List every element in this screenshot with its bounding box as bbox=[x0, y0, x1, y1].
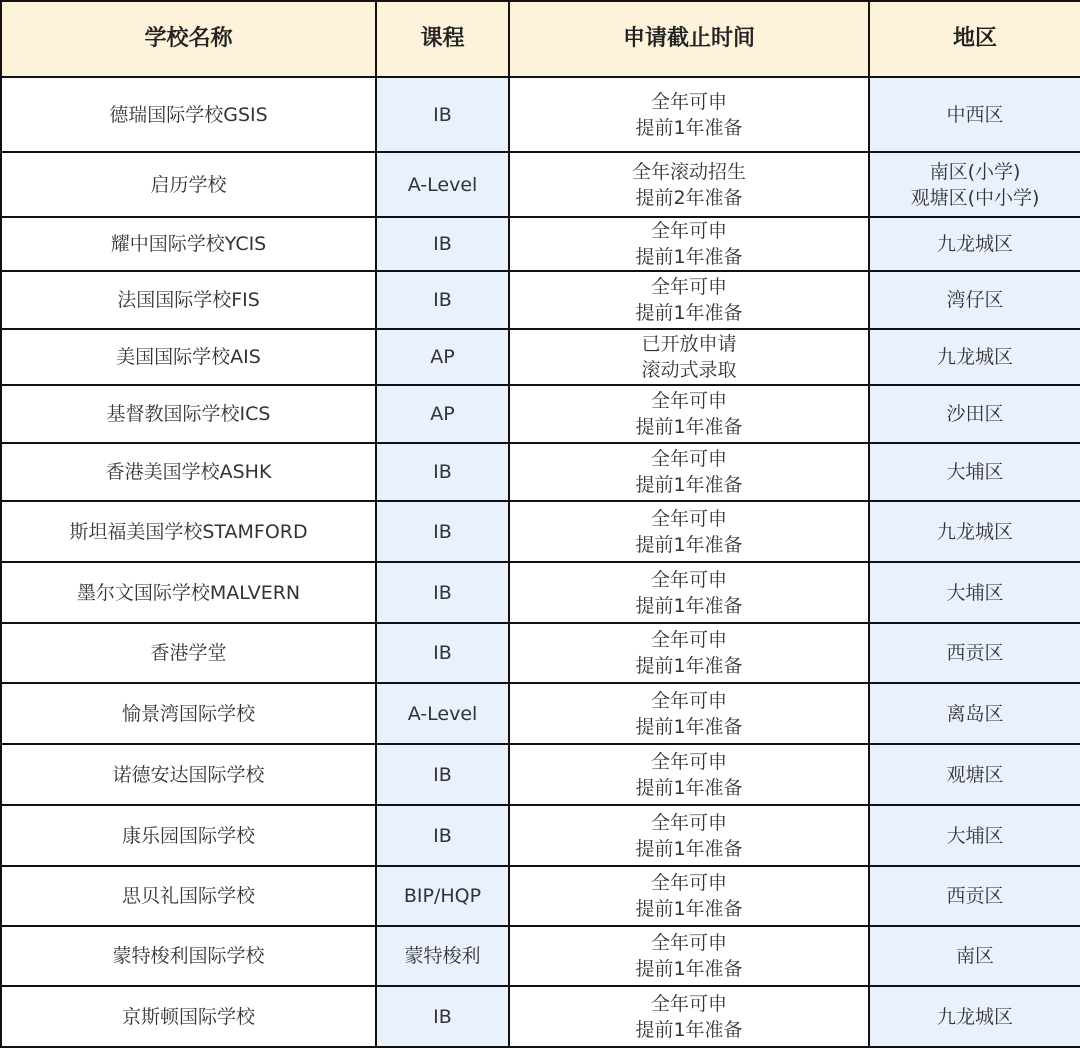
region-line: 九龙城区 bbox=[936, 346, 1013, 368]
region-line: 南区(小学) bbox=[929, 160, 1021, 183]
region-line: 中西区 bbox=[946, 103, 1004, 126]
deadline-line: 全年可申 bbox=[650, 689, 727, 712]
deadline-line: 全年可申 bbox=[650, 276, 727, 298]
table-row bbox=[1, 443, 1080, 501]
table-row bbox=[1, 866, 1080, 926]
table-row bbox=[1, 217, 1080, 271]
course-cell: A-Level bbox=[376, 683, 509, 744]
deadline-line: 提前1年准备 bbox=[635, 302, 743, 324]
region-line: 观塘区(中小学) bbox=[910, 186, 1040, 209]
school-name-cell: 墨尔文国际学校MALVERN bbox=[1, 562, 376, 623]
table-row bbox=[1, 385, 1080, 443]
deadline-line: 提前1年准备 bbox=[635, 116, 743, 139]
deadline-line: 提前2年准备 bbox=[635, 186, 743, 209]
deadline-line: 已开放申请 bbox=[641, 333, 737, 355]
table-header-row bbox=[1, 1, 1080, 77]
school-name-cell: 诺德安达国际学校 bbox=[1, 744, 376, 805]
table-body bbox=[1, 77, 1080, 1047]
region-cell bbox=[869, 217, 1080, 271]
deadline-cell bbox=[509, 501, 869, 562]
region-cell bbox=[869, 152, 1080, 217]
region-line: 大埔区 bbox=[946, 461, 1004, 483]
region-cell bbox=[869, 562, 1080, 623]
deadline-line: 全年可申 bbox=[650, 220, 727, 242]
table-row bbox=[1, 744, 1080, 805]
deadline-line: 提前1年准备 bbox=[635, 715, 743, 738]
region-cell bbox=[869, 683, 1080, 744]
school-name-cell: 启历学校 bbox=[1, 152, 376, 217]
region-cell bbox=[869, 77, 1080, 152]
deadline-line: 提前1年准备 bbox=[635, 958, 743, 980]
school-name-cell: 香港美国学校ASHK bbox=[1, 443, 376, 501]
region-cell bbox=[869, 385, 1080, 443]
region-line: 西贡区 bbox=[946, 885, 1004, 907]
table-row bbox=[1, 329, 1080, 385]
deadline-cell bbox=[509, 562, 869, 623]
region-cell bbox=[869, 623, 1080, 683]
deadline-line: 全年可申 bbox=[650, 448, 727, 470]
deadline-line: 提前1年准备 bbox=[635, 474, 743, 496]
deadline-cell bbox=[509, 385, 869, 443]
deadline-line: 提前1年准备 bbox=[635, 246, 743, 268]
region-line: 离岛区 bbox=[946, 702, 1004, 725]
school-name-cell: 京斯顿国际学校 bbox=[1, 986, 376, 1047]
deadline-line: 提前1年准备 bbox=[635, 898, 743, 920]
course-cell: IB bbox=[376, 986, 509, 1047]
region-line: 大埔区 bbox=[946, 824, 1004, 847]
region-line: 观塘区 bbox=[946, 763, 1004, 786]
deadline-line: 提前1年准备 bbox=[635, 655, 743, 677]
school-name-cell: 德瑞国际学校GSIS bbox=[1, 77, 376, 152]
deadline-line: 全年滚动招生 bbox=[631, 160, 746, 183]
header-school-name: 学校名称 bbox=[1, 1, 376, 77]
course-cell: IB bbox=[376, 562, 509, 623]
region-line: 九龙城区 bbox=[936, 520, 1013, 543]
table-row bbox=[1, 805, 1080, 866]
course-cell: AP bbox=[376, 385, 509, 443]
table-row bbox=[1, 683, 1080, 744]
table-row bbox=[1, 986, 1080, 1047]
school-name-cell: 思贝礼国际学校 bbox=[1, 866, 376, 926]
table-row bbox=[1, 623, 1080, 683]
deadline-line: 滚动式录取 bbox=[641, 359, 737, 381]
region-cell bbox=[869, 501, 1080, 562]
region-cell bbox=[869, 805, 1080, 866]
course-cell: IB bbox=[376, 501, 509, 562]
school-name-cell: 耀中国际学校YCIS bbox=[1, 217, 376, 271]
deadline-line: 提前1年准备 bbox=[635, 837, 743, 860]
header-deadline: 申请截止时间 bbox=[509, 1, 869, 77]
deadline-line: 提前1年准备 bbox=[635, 776, 743, 799]
deadline-line: 提前1年准备 bbox=[635, 1018, 743, 1041]
region-line: 南区 bbox=[955, 945, 994, 967]
deadline-cell bbox=[509, 986, 869, 1047]
table-row bbox=[1, 926, 1080, 986]
region-line: 九龙城区 bbox=[936, 1005, 1013, 1028]
region-line: 大埔区 bbox=[946, 581, 1004, 604]
table-row bbox=[1, 152, 1080, 217]
deadline-line: 全年可申 bbox=[650, 811, 727, 834]
header-region: 地区 bbox=[869, 1, 1080, 77]
deadline-cell bbox=[509, 329, 869, 385]
table-row bbox=[1, 77, 1080, 152]
region-cell bbox=[869, 866, 1080, 926]
table-row bbox=[1, 271, 1080, 329]
region-line: 西贡区 bbox=[946, 642, 1004, 664]
course-cell: IB bbox=[376, 271, 509, 329]
deadline-line: 提前1年准备 bbox=[635, 533, 743, 556]
deadline-cell bbox=[509, 152, 869, 217]
deadline-cell bbox=[509, 683, 869, 744]
deadline-line: 全年可申 bbox=[650, 629, 727, 651]
region-cell bbox=[869, 986, 1080, 1047]
course-cell: AP bbox=[376, 329, 509, 385]
course-cell: IB bbox=[376, 217, 509, 271]
region-cell bbox=[869, 926, 1080, 986]
deadline-cell bbox=[509, 623, 869, 683]
course-cell: BIP/HQP bbox=[376, 866, 509, 926]
course-cell: IB bbox=[376, 443, 509, 501]
school-name-cell: 愉景湾国际学校 bbox=[1, 683, 376, 744]
course-cell: IB bbox=[376, 77, 509, 152]
region-cell bbox=[869, 443, 1080, 501]
deadline-line: 全年可申 bbox=[650, 932, 727, 954]
course-cell: IB bbox=[376, 805, 509, 866]
region-line: 九龙城区 bbox=[936, 233, 1013, 255]
deadline-line: 提前1年准备 bbox=[635, 416, 743, 438]
region-cell bbox=[869, 271, 1080, 329]
course-cell: IB bbox=[376, 744, 509, 805]
deadline-cell bbox=[509, 744, 869, 805]
school-name-cell: 斯坦福美国学校STAMFORD bbox=[1, 501, 376, 562]
school-name-cell: 基督教国际学校ICS bbox=[1, 385, 376, 443]
table-row bbox=[1, 562, 1080, 623]
school-name-cell: 康乐园国际学校 bbox=[1, 805, 376, 866]
region-cell bbox=[869, 744, 1080, 805]
school-name-cell: 蒙特梭利国际学校 bbox=[1, 926, 376, 986]
deadline-line: 全年可申 bbox=[650, 872, 727, 894]
deadline-line: 全年可申 bbox=[650, 390, 727, 412]
course-cell: 蒙特梭利 bbox=[376, 926, 509, 986]
deadline-line: 全年可申 bbox=[650, 992, 727, 1015]
school-name-cell: 美国国际学校AIS bbox=[1, 329, 376, 385]
deadline-line: 全年可申 bbox=[650, 568, 727, 591]
school-name-cell: 香港学堂 bbox=[1, 623, 376, 683]
deadline-cell bbox=[509, 805, 869, 866]
header-course: 课程 bbox=[376, 1, 509, 77]
deadline-line: 提前1年准备 bbox=[635, 594, 743, 617]
deadline-cell bbox=[509, 866, 869, 926]
region-cell bbox=[869, 329, 1080, 385]
school-name-cell: 法国国际学校FIS bbox=[1, 271, 376, 329]
deadline-cell bbox=[509, 926, 869, 986]
deadline-line: 全年可申 bbox=[650, 90, 727, 113]
deadline-line: 全年可申 bbox=[650, 750, 727, 773]
deadline-line: 全年可申 bbox=[650, 507, 727, 530]
deadline-cell bbox=[509, 271, 869, 329]
deadline-cell bbox=[509, 217, 869, 271]
course-cell: IB bbox=[376, 623, 509, 683]
region-line: 沙田区 bbox=[946, 403, 1004, 425]
table-row bbox=[1, 501, 1080, 562]
course-cell: A-Level bbox=[376, 152, 509, 217]
deadline-cell bbox=[509, 443, 869, 501]
deadline-cell bbox=[509, 77, 869, 152]
region-line: 湾仔区 bbox=[946, 289, 1004, 311]
